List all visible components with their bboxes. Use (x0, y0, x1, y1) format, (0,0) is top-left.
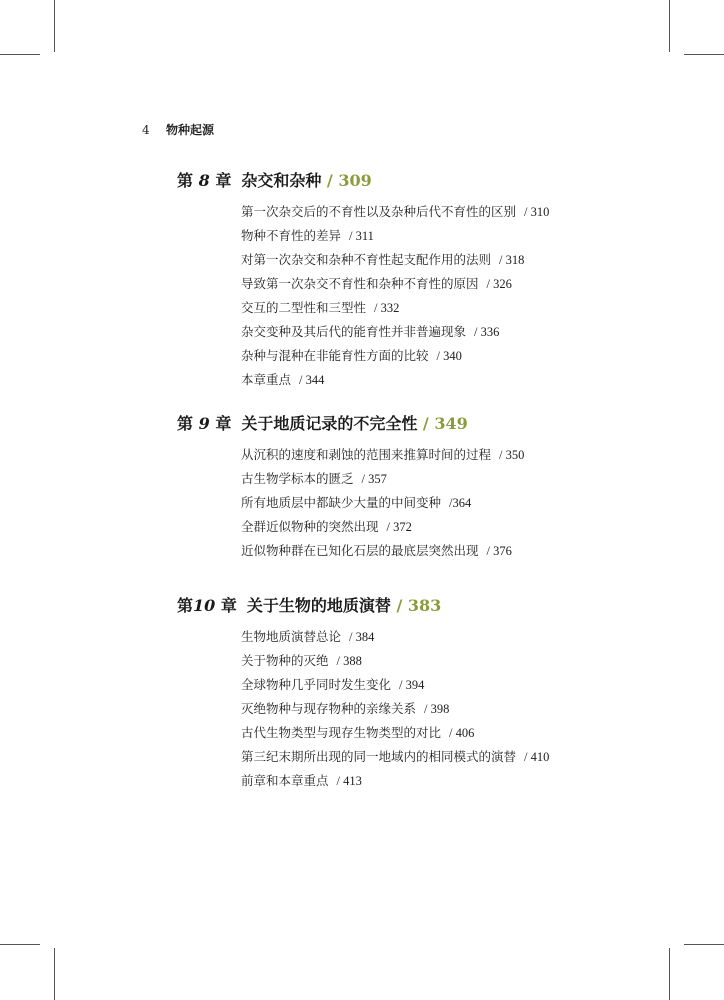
section-list (177, 625, 697, 793)
crop-mark (54, 0, 55, 52)
section-list (177, 443, 697, 563)
crop-mark (669, 0, 670, 52)
chapter-number-label: 第10 章 (177, 596, 237, 615)
toc-entry[interactable]: 物种不育性的差异 / 311 (241, 228, 374, 243)
toc-entry[interactable]: 古生物学标本的匮乏 / 357 (241, 471, 387, 486)
toc-entry[interactable]: 前章和本章重点 / 413 (241, 773, 362, 788)
chapter-page: / 383 (396, 596, 442, 615)
running-head (142, 121, 214, 138)
chapter-title: 关于生物的地质演替 (246, 596, 391, 615)
book-title: 物种起源 (166, 123, 215, 137)
toc-entry[interactable]: 从沉积的速度和剥蚀的范围来推算时间的过程 / 350 (241, 447, 525, 462)
chapter-page: / 309 (326, 171, 372, 190)
chapter-page: / 349 (422, 414, 468, 433)
toc-entry[interactable]: 近似物种群在已知化石层的最底层突然出现 / 376 (241, 543, 512, 558)
page-number: 4 (142, 123, 150, 137)
crop-mark (669, 948, 670, 1000)
toc-entry[interactable]: 第一次杂交后的不育性以及杂种后代不育性的区别 / 310 (241, 204, 550, 219)
crop-mark (684, 944, 724, 945)
chapter-number-label: 第 9 章 (177, 414, 232, 433)
chapter-title: 杂交和杂种 (241, 171, 322, 190)
toc-entry[interactable]: 所有地质层中都缺少大量的中间变种 /364 (241, 495, 472, 510)
toc-entry[interactable]: 第三纪末期所出现的同一地域内的相同模式的演替 / 410 (241, 749, 550, 764)
toc-chapter-9 (177, 411, 697, 563)
toc-entry[interactable]: 古代生物类型与现存生物类型的对比 / 406 (241, 725, 475, 740)
section-list (177, 200, 697, 392)
toc-entry[interactable]: 灭绝物种与现存物种的亲缘关系 / 398 (241, 701, 450, 716)
chapter-heading[interactable] (177, 593, 697, 619)
chapter-heading[interactable] (177, 411, 697, 437)
toc-entry[interactable]: 导致第一次杂交不育性和杂种不育性的原因 / 326 (241, 276, 512, 291)
toc-chapter-8 (177, 168, 697, 392)
crop-mark (0, 54, 40, 55)
toc-entry[interactable]: 杂种与混种在非能育性方面的比较 / 340 (241, 348, 462, 363)
crop-mark (0, 944, 40, 945)
toc-chapter-10 (177, 593, 697, 793)
toc-entry[interactable]: 本章重点 / 344 (241, 372, 325, 387)
crop-mark (54, 948, 55, 1000)
chapter-number-label: 第 8 章 (177, 171, 232, 190)
chapter-title: 关于地质记录的不完全性 (241, 414, 418, 433)
toc-entry[interactable]: 全群近似物种的突然出现 / 372 (241, 519, 412, 534)
crop-mark (684, 54, 724, 55)
toc-entry[interactable]: 关于物种的灭绝 / 388 (241, 653, 362, 668)
toc-entry[interactable]: 交互的二型性和三型性 / 332 (241, 300, 400, 315)
toc-entry[interactable]: 全球物种几乎同时发生变化 / 394 (241, 677, 425, 692)
toc-entry[interactable]: 生物地质演替总论 / 384 (241, 629, 375, 644)
toc-entry[interactable]: 对第一次杂交和杂种不育性起支配作用的法则 / 318 (241, 252, 525, 267)
toc-entry[interactable]: 杂交变种及其后代的能育性并非普遍现象 / 336 (241, 324, 500, 339)
chapter-heading[interactable] (177, 168, 697, 194)
